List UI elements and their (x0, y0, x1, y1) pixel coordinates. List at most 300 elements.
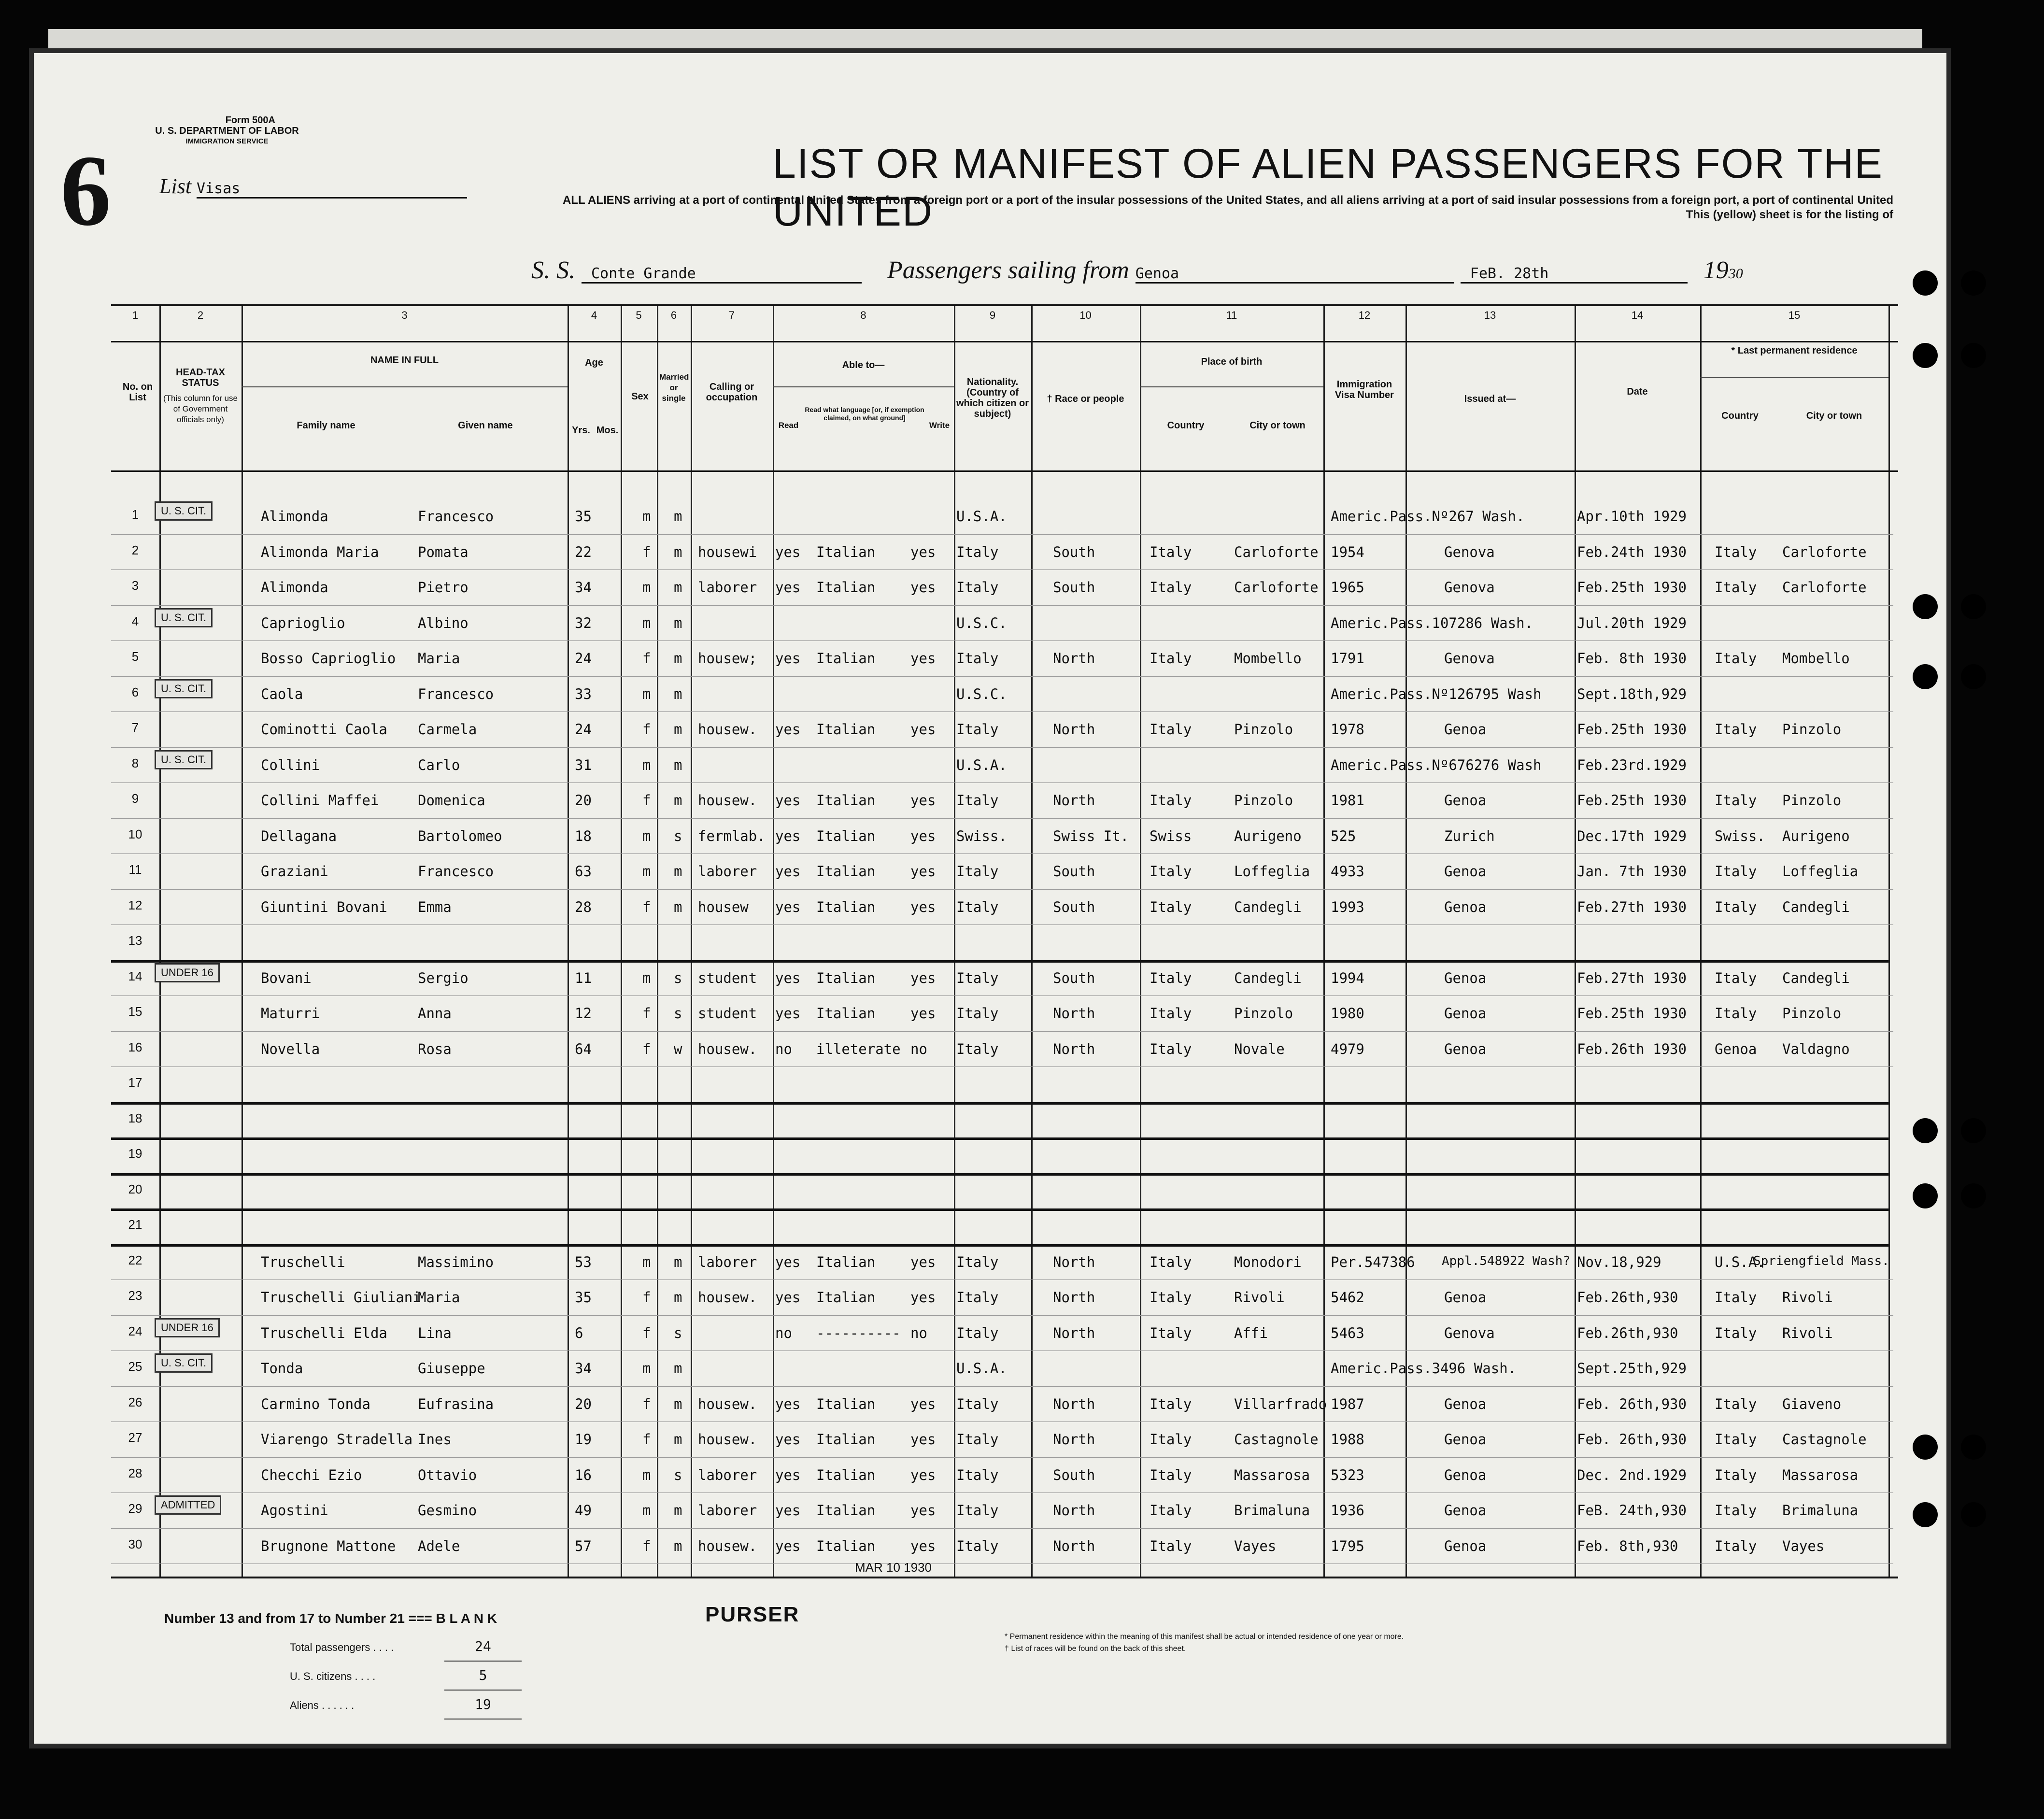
row-rule (111, 853, 1893, 854)
punch-hole (1961, 594, 1986, 619)
marital-status: s (674, 1324, 682, 1341)
issued-at: Appl.548922 Wash? (1442, 1253, 1571, 1268)
row-rule (111, 1031, 1893, 1032)
row-number: 15 (128, 1004, 142, 1019)
read-language: Italian (816, 969, 876, 986)
visa-number: 5463 (1331, 1324, 1364, 1341)
residence-city: Candegli (1782, 969, 1850, 986)
age: 64 (575, 1040, 592, 1057)
can-write: yes (910, 579, 936, 596)
head-tax-stamp: U. S. CIT. (155, 501, 213, 521)
nationality: U.S.C. (956, 614, 1007, 631)
birth-city: Carloforte (1234, 579, 1319, 596)
purser-label: PURSER (705, 1603, 800, 1626)
birth-country: Italy (1150, 1005, 1192, 1022)
nationality: Italy (956, 1431, 999, 1448)
given-name: Francesco (418, 508, 494, 525)
marital-status: m (674, 614, 682, 631)
birth-country: Italy (1150, 1289, 1192, 1306)
family-name: Dellagana (261, 827, 337, 844)
date: Dec.17th 1929 (1577, 827, 1687, 844)
sex: f (642, 1324, 651, 1341)
date: Feb.23rd.1929 (1577, 756, 1687, 773)
can-write: yes (910, 1395, 936, 1412)
row-number: 26 (128, 1394, 142, 1409)
head-tax-stamp: ADMITTED (155, 1495, 221, 1515)
row-rule (111, 1563, 1893, 1564)
residence-country: Italy (1715, 863, 1757, 880)
departure-date: FeB. 28th (1461, 265, 1688, 284)
residence-city: Pinzolo (1782, 721, 1842, 738)
row-rule (111, 640, 1893, 641)
hdr-nationality: Nationality. (Country of which citizen or subject) (956, 377, 1029, 419)
sex: m (642, 1502, 651, 1519)
row-number: 18 (128, 1110, 142, 1125)
birth-city: Massarosa (1234, 1466, 1310, 1483)
residence-country: Italy (1715, 1466, 1757, 1483)
year-suffix: 30 (1728, 266, 1743, 282)
can-read: yes (775, 1005, 801, 1022)
age: 32 (575, 614, 592, 631)
sex: m (642, 614, 651, 631)
birth-country: Swiss (1150, 827, 1192, 844)
residence-country: Italy (1715, 1395, 1757, 1412)
punch-hole (1913, 1435, 1938, 1460)
residence-country: Genoa (1715, 1040, 1757, 1057)
can-read: yes (775, 1395, 801, 1412)
visa-number: 4933 (1331, 863, 1364, 880)
occupation: housew; (698, 650, 757, 667)
column-number: 13 (1484, 309, 1496, 321)
nationality: Italy (956, 721, 999, 738)
uscit-value: 5 (444, 1662, 522, 1691)
sex: f (642, 1395, 651, 1412)
marital-status: m (674, 898, 682, 915)
issued-at: Genoa (1444, 1395, 1487, 1412)
family-name: Brugnone Mattone (261, 1537, 396, 1554)
residence-country: Italy (1715, 579, 1757, 596)
issued-at: Genoa (1444, 1466, 1487, 1483)
residence-city: Candegli (1782, 898, 1850, 915)
read-language: Italian (816, 1005, 876, 1022)
can-write: no (910, 1324, 927, 1341)
issued-at: Genoa (1444, 1005, 1487, 1022)
marital-status: m (674, 792, 682, 809)
can-write: yes (910, 1431, 936, 1448)
column-number: 12 (1358, 309, 1371, 321)
column-number: 6 (670, 309, 677, 321)
visa-number: 1994 (1331, 969, 1364, 986)
read-language: Italian (816, 650, 876, 667)
residence-country: U.S.A. (1715, 1253, 1765, 1270)
footnote-2: † List of races will be found on the back of this sheet. (1005, 1645, 1186, 1653)
age: 19 (575, 1431, 592, 1448)
visa-number: 5462 (1331, 1289, 1364, 1306)
can-read: no (775, 1324, 792, 1341)
punch-hole (1913, 1502, 1938, 1527)
race: North (1053, 1289, 1095, 1306)
hdr-res-country: Country (1721, 411, 1759, 421)
punch-hole (1961, 1502, 1986, 1527)
date: Feb.24th 1930 (1577, 543, 1687, 560)
departure-port: Genoa (1136, 265, 1454, 284)
visa-number: 5323 (1331, 1466, 1364, 1483)
age: 33 (575, 685, 592, 702)
age: 11 (575, 969, 592, 986)
year-prefix: 19 (1703, 256, 1729, 284)
hdr-age: Age (585, 357, 603, 368)
given-name: Gesmino (418, 1502, 477, 1519)
sex: f (642, 1040, 651, 1057)
manifest-subtitle (435, 193, 1893, 222)
occupation: housewi (698, 543, 757, 560)
row-number: 17 (128, 1075, 142, 1090)
sex: f (642, 1005, 651, 1022)
sex: f (642, 1289, 651, 1306)
residence-city: Pinzolo (1782, 1005, 1842, 1022)
date: Feb. 26th,930 (1577, 1431, 1687, 1448)
visa-number: Americ.Pass.Nº126795 Wash (1331, 685, 1542, 702)
family-name: Carmino Tonda (261, 1395, 370, 1412)
birth-country: Italy (1150, 1502, 1192, 1519)
can-read: no (775, 1040, 792, 1057)
row-rule (111, 924, 1893, 925)
marital-status: m (674, 579, 682, 596)
family-name: Truschelli Giuliani (261, 1289, 421, 1306)
sex: f (642, 543, 651, 560)
read-language: ---------- (816, 1324, 901, 1341)
issued-at: Genova (1444, 543, 1495, 560)
row-rule (111, 1279, 1893, 1280)
given-name: Anna (418, 1005, 452, 1022)
blank-row-line (111, 1173, 1888, 1176)
age: 20 (575, 792, 592, 809)
birth-city: Affi (1234, 1324, 1268, 1341)
race: North (1053, 792, 1095, 809)
occupation: housew. (698, 721, 757, 738)
blank-row-line (111, 1244, 1888, 1247)
can-write: yes (910, 827, 936, 844)
header-divider (111, 470, 1898, 472)
row-number: 14 (128, 968, 142, 983)
can-write: yes (910, 650, 936, 667)
issued-at: Zurich (1444, 827, 1495, 844)
blank-row-line (111, 1208, 1888, 1211)
hdr-name-in-full: NAME IN FULL (370, 355, 439, 366)
can-read: yes (775, 1466, 801, 1483)
row-rule (111, 889, 1893, 890)
subtitle-line-1: ALL ALIENS arriving at a port of continental United States from a foreign port or a port of the insular possessions of the United States, and all aliens arriving at a port of said insular possessions from a foreign port, a port of continental United (562, 194, 1893, 207)
sex: f (642, 898, 651, 915)
occupation: housew (698, 898, 749, 915)
blank-row-line (111, 960, 1888, 963)
row-rule (111, 676, 1893, 677)
date: Feb. 8th,930 (1577, 1537, 1678, 1554)
nationality: Italy (956, 863, 999, 880)
read-language: Italian (816, 863, 876, 880)
inspection-stamp-date: MAR 10 1930 (855, 1560, 932, 1575)
punch-hole (1913, 1118, 1938, 1143)
row-number: 11 (128, 862, 142, 877)
read-language: Italian (816, 1466, 876, 1483)
given-name: Carmela (418, 721, 477, 738)
sex: m (642, 969, 651, 986)
date: Feb. 26th,930 (1577, 1395, 1687, 1412)
occupation: laborer (698, 579, 757, 596)
given-name: Ottavio (418, 1466, 477, 1483)
total-label: Total passengers . . . . (290, 1641, 394, 1653)
nationality: Italy (956, 792, 999, 809)
given-name: Maria (418, 1289, 460, 1306)
can-write: yes (910, 1537, 936, 1554)
given-name: Giuseppe (418, 1360, 485, 1377)
visa-number: 1988 (1331, 1431, 1364, 1448)
column-number: 9 (989, 309, 996, 321)
can-read: yes (775, 898, 801, 915)
read-language: Italian (816, 721, 876, 738)
family-name: Bosso Caprioglio (261, 650, 396, 667)
sex: m (642, 756, 651, 773)
residence-city: Massarosa (1782, 1466, 1859, 1483)
marital-status: m (674, 1253, 682, 1270)
hdr-read-lang: Read what language [or, if exemption claimed, on what ground] (805, 406, 924, 422)
row-rule (111, 534, 1893, 535)
visa-number: 1993 (1331, 898, 1364, 915)
column-number: 11 (1226, 309, 1237, 321)
hdr-given-name: Given name (458, 420, 513, 431)
marital-status: s (674, 1466, 682, 1483)
birth-country: Italy (1150, 1395, 1192, 1412)
occupation: student (698, 1005, 757, 1022)
list-label: List (159, 174, 192, 198)
occupation: housew. (698, 1040, 757, 1057)
birth-country: Italy (1150, 1040, 1192, 1057)
visa-number: 1795 (1331, 1537, 1364, 1554)
column-number: 8 (860, 309, 866, 321)
race: South (1053, 579, 1095, 596)
list-type: Visas (197, 180, 467, 199)
race: North (1053, 1395, 1095, 1412)
date: Feb. 8th 1930 (1577, 650, 1687, 667)
age: 57 (575, 1537, 592, 1554)
visa-number: 525 (1331, 827, 1356, 844)
residence-city: Carloforte (1782, 579, 1867, 596)
row-number: 24 (128, 1323, 142, 1338)
nationality: U.S.A. (956, 1360, 1007, 1377)
sex: f (642, 650, 651, 667)
family-name: Agostini (261, 1502, 328, 1519)
birth-city: Mombello (1234, 650, 1302, 667)
date: Feb.27th 1930 (1577, 898, 1687, 915)
marital-status: m (674, 1502, 682, 1519)
given-name: Sergio (418, 969, 468, 986)
residence-country: Italy (1715, 898, 1757, 915)
age: 35 (575, 508, 592, 525)
uscit-label: U. S. citizens . . . . (290, 1670, 376, 1682)
can-read: yes (775, 579, 801, 596)
given-name: Pietro (418, 579, 468, 596)
nationality: Italy (956, 1324, 999, 1341)
race: South (1053, 543, 1095, 560)
residence-city: Mombello (1782, 650, 1850, 667)
can-write: yes (910, 721, 936, 738)
row-number: 29 (128, 1501, 142, 1516)
can-write: yes (910, 1289, 936, 1306)
residence-city: Castagnole (1782, 1431, 1867, 1448)
head-tax-stamp: U. S. CIT. (155, 750, 213, 769)
marital-status: m (674, 508, 682, 525)
family-name: Caola (261, 685, 303, 702)
marital-status: m (674, 1289, 682, 1306)
row-rule (111, 1066, 1893, 1067)
race: Swiss It. (1053, 827, 1129, 844)
age: 28 (575, 898, 592, 915)
residence-city: Spriengfield Mass. (1753, 1253, 1889, 1268)
row-number: 12 (128, 897, 142, 912)
marital-status: m (674, 863, 682, 880)
row-rule (111, 605, 1893, 606)
age: 20 (575, 1395, 592, 1412)
family-name: Collini Maffei (261, 792, 379, 809)
race: North (1053, 721, 1095, 738)
marital-status: m (674, 756, 682, 773)
nationality: Italy (956, 1466, 999, 1483)
row-number: 13 (128, 933, 142, 948)
service: IMMIGRATION SERVICE (185, 137, 269, 145)
birth-country: Italy (1150, 543, 1192, 560)
residence-country: Italy (1715, 792, 1757, 809)
family-name: Viarengo Stradella (261, 1431, 413, 1448)
sex: m (642, 1466, 651, 1483)
family-name: Bovani (261, 969, 312, 986)
residence-city: Valdagno (1782, 1040, 1850, 1057)
birth-country: Italy (1150, 1466, 1192, 1483)
family-name: Caprioglio (261, 614, 345, 631)
read-language: Italian (816, 579, 876, 596)
birth-country: Italy (1150, 1324, 1192, 1341)
residence-city: Giaveno (1782, 1395, 1842, 1412)
age: 49 (575, 1502, 592, 1519)
punch-hole (1961, 343, 1986, 368)
birth-city: Monodori (1234, 1253, 1302, 1270)
row-rule (111, 1315, 1893, 1316)
birth-country: Italy (1150, 1253, 1192, 1270)
row-number: 8 (131, 755, 139, 770)
blank-note: Number 13 and from 17 to Number 21 === B L A N K (164, 1611, 497, 1626)
read-language: Italian (816, 1431, 876, 1448)
nationality: U.S.C. (956, 685, 1007, 702)
nationality: U.S.A. (956, 508, 1007, 525)
row-number: 22 (128, 1252, 142, 1267)
visa-number: Per.547386 (1331, 1253, 1415, 1270)
family-name: Truschelli Elda (261, 1324, 387, 1341)
date: Feb.26th,930 (1577, 1289, 1678, 1306)
visa-number: 1978 (1331, 721, 1364, 738)
given-name: Adele (418, 1537, 460, 1554)
hdr-read: Read (778, 421, 799, 430)
header-divider (111, 341, 1898, 342)
read-language: Italian (816, 827, 876, 844)
birth-country: Italy (1150, 1431, 1192, 1448)
date: Feb.25th 1930 (1577, 1005, 1687, 1022)
row-number: 3 (131, 578, 139, 593)
occupation: laborer (698, 863, 757, 880)
marital-status: m (674, 1395, 682, 1412)
row-rule (111, 1457, 1893, 1458)
subtitle-line-2: This (yellow) sheet is for the listing of (1686, 208, 1893, 221)
given-name: Lina (418, 1324, 452, 1341)
birth-city: Pinzolo (1234, 721, 1293, 738)
birth-city: Castagnole (1234, 1431, 1319, 1448)
age: 16 (575, 1466, 592, 1483)
given-name: Emma (418, 898, 452, 915)
date: Apr.10th 1929 (1577, 508, 1687, 525)
occupation: student (698, 969, 757, 986)
nationality: Italy (956, 898, 999, 915)
hdr-able-to: Able to— (842, 360, 885, 370)
hdr-underline (773, 386, 954, 387)
birth-country: Italy (1150, 650, 1192, 667)
hdr-last-res: * Last permanent residence (1731, 345, 1858, 356)
given-name: Pomata (418, 543, 468, 560)
punch-hole (1913, 343, 1938, 368)
visa-number: 1954 (1331, 543, 1364, 560)
row-rule (111, 1492, 1893, 1493)
family-name: Alimonda (261, 579, 328, 596)
nationality: Swiss. (956, 827, 1007, 844)
column-number: 15 (1788, 309, 1801, 321)
row-rule (111, 995, 1893, 996)
issued-at: Genova (1444, 1324, 1495, 1341)
row-number: 16 (128, 1039, 142, 1054)
can-read: yes (775, 792, 801, 809)
can-read: yes (775, 543, 801, 560)
given-name: Massimino (418, 1253, 494, 1270)
birth-country: Italy (1150, 969, 1192, 986)
sex: f (642, 721, 651, 738)
occupation: laborer (698, 1253, 757, 1270)
punch-hole (1913, 664, 1938, 689)
can-write: yes (910, 792, 936, 809)
occupation: fermlab. (698, 827, 766, 844)
family-name: Novella (261, 1040, 320, 1057)
footnote-1: * Permanent residence within the meaning of this manifest shall be actual or intended residence of one year or more. (1005, 1633, 1404, 1641)
date: Feb.26th 1930 (1577, 1040, 1687, 1057)
hdr-yrs: Yrs. (572, 425, 590, 436)
occupation: housew. (698, 1289, 757, 1306)
row-number: 5 (131, 649, 139, 664)
birth-city: Novale (1234, 1040, 1285, 1057)
can-read: yes (775, 721, 801, 738)
sex: m (642, 863, 651, 880)
issued-at: Genoa (1444, 1537, 1487, 1554)
row-rule (111, 1528, 1893, 1529)
marital-status: m (674, 543, 682, 560)
sex: f (642, 1431, 651, 1448)
race: North (1053, 1005, 1095, 1022)
residence-city: Aurigeno (1782, 827, 1850, 844)
nationality: Italy (956, 650, 999, 667)
given-name: Francesco (418, 863, 494, 880)
can-write: yes (910, 898, 936, 915)
visa-number: Americ.Pass.3496 Wash. (1331, 1360, 1517, 1377)
residence-country: Italy (1715, 1324, 1757, 1341)
punch-hole (1961, 1183, 1986, 1208)
race: North (1053, 1431, 1095, 1448)
date: FeB. 24th,930 (1577, 1502, 1687, 1519)
can-write: yes (910, 1502, 936, 1519)
ss-label: S. S. (531, 256, 575, 284)
